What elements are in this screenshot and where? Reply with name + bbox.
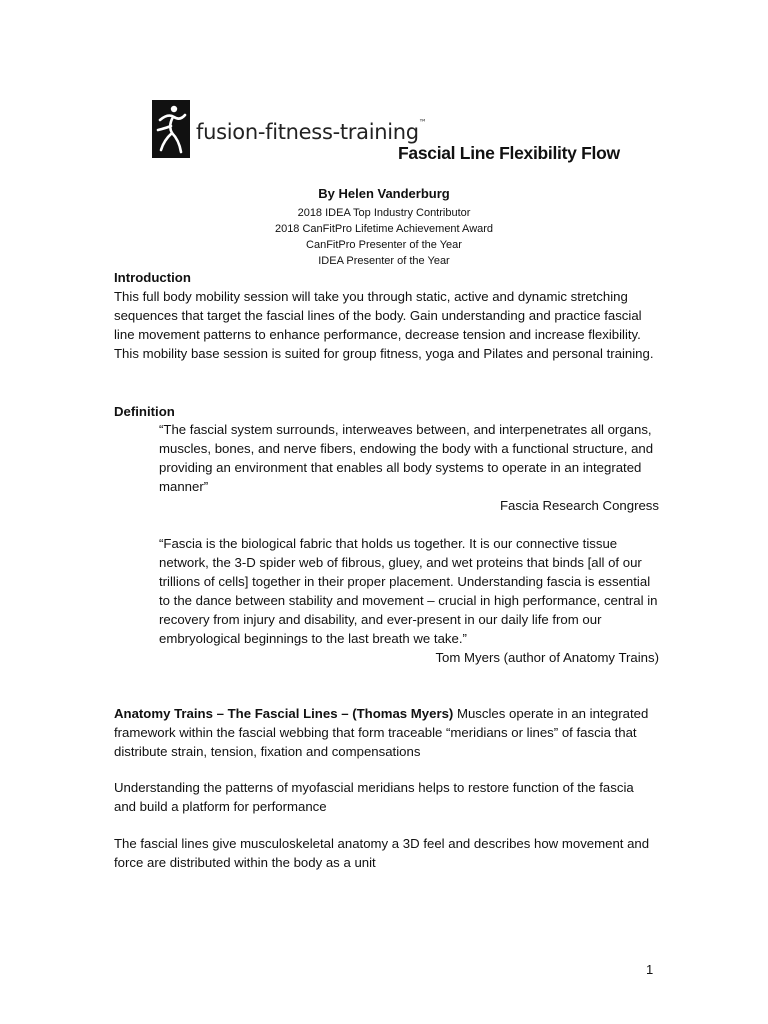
anatomy-paragraph-3: The fascial lines give musculoskeletal anatomy a 3D feel and describes how movement and force are distributed within the body as a unit — [114, 836, 650, 870]
credential-line: IDEA Presenter of the Year — [318, 255, 450, 267]
anatomy-trains-section — [114, 704, 659, 761]
definition-quote-2 — [159, 534, 659, 667]
brand-wordmark: fusion-fitness-training™ — [196, 118, 427, 144]
credential-line: 2018 CanFitPro Lifetime Achievement Award — [274, 223, 494, 235]
quote-2-attribution: Tom Myers (author of Anatomy Trains) — [435, 650, 659, 665]
introduction-text: This full body mobility session will take you through static, active and dynamic stretching sequences that target the fascial lines of the body. Gain understanding and practice fascial line movement patterns to enhance performance, decrease tension and increase flexibility. This mobility base session is suited for group fitness, yoga and Pilates and personal training. — [114, 289, 654, 361]
quote-1-attribution: Fascia Research Congress — [499, 498, 659, 513]
introduction-section — [114, 268, 659, 363]
credential-line: 2018 IDEA Top Industry Contributor — [297, 207, 471, 219]
author-credentials — [0, 205, 768, 269]
brand-logo — [152, 100, 427, 158]
anatomy-heading: Anatomy Trains – The Fascial Lines – (Thomas Myers) — [114, 706, 454, 721]
definition-heading-block — [114, 402, 659, 421]
page-number: 1 — [646, 962, 654, 977]
anatomy-text: Muscles operate in an integrated framework within the fascial webbing that form traceable “meridians or lines” of fascia that distribute strain, tension, fixation and compensations — [114, 706, 649, 759]
credential-line: CanFitPro Presenter of the Year — [306, 239, 462, 251]
anatomy-paragraph-2: Understanding the patterns of myofascial meridians helps to restore function of the fascia and build a platform for performance — [114, 780, 634, 814]
definition-heading: Definition — [114, 404, 175, 419]
quote-2-text: “Fascia is the biological fabric that holds us together. It is our connective tissue network, the 3-D spider web of fibrous, gluey, and wet proteins that binds [all of our trillions of cells] together in their proper placement. Understanding fascia is essential to the dance between stability and movement – crucial in high performance, central in recovery from injury and disability, and ever-present in our daily life from our embryological beginnings to the last breath we take.” — [159, 536, 658, 646]
introduction-heading: Introduction — [114, 270, 191, 285]
document-title: Fascial Line Flexibility Flow — [398, 143, 620, 163]
figure-logo-icon — [152, 100, 190, 158]
definition-quote-1 — [159, 420, 659, 515]
anatomy-paragraph-1 — [114, 704, 659, 761]
author-byline: By Helen Vanderburg — [318, 186, 450, 201]
quote-1-text: “The fascial system surrounds, interweaves between, and interpenetrates all organs, muscles, bones, and nerve fibers, endowing the body with a functional structure, and providing an environment that enables all body systems to operate in an integrated manner” — [159, 422, 654, 494]
